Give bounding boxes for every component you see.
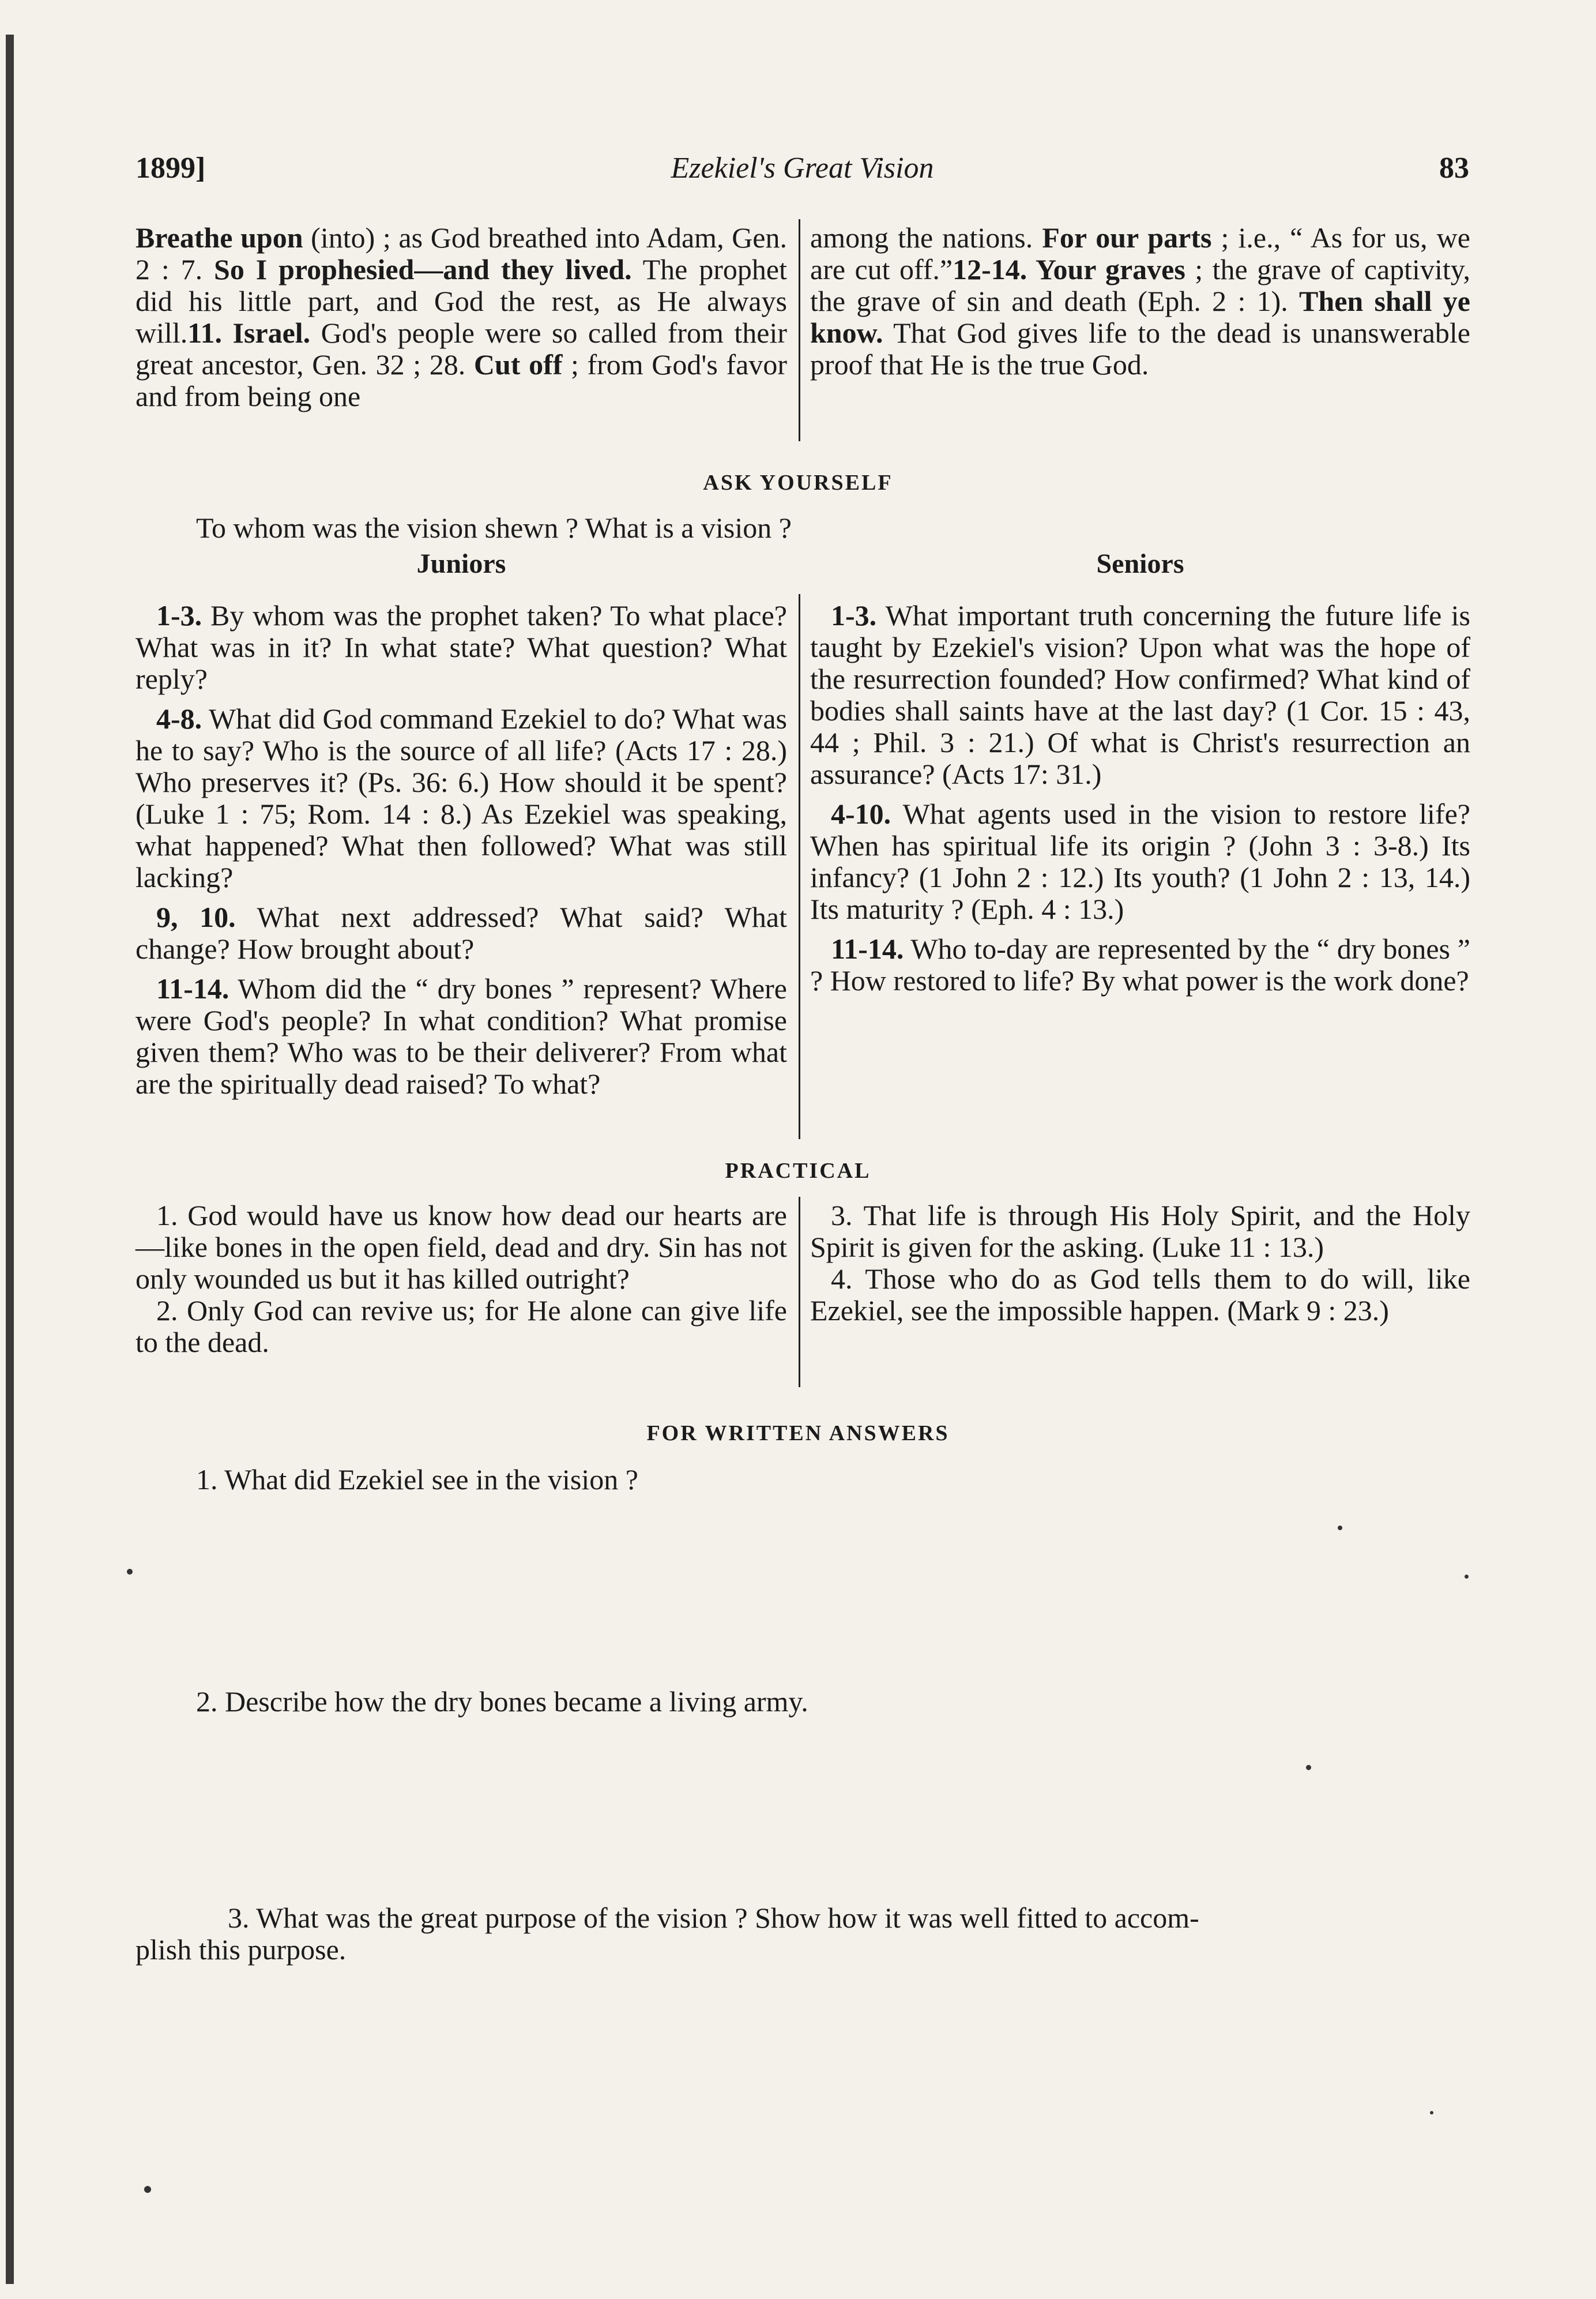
practical-heading: PRACTICAL: [725, 1159, 871, 1183]
note-paragraph-text: ; from God's favor and from being one: [135, 348, 787, 412]
seniors-questions: [810, 600, 1470, 1005]
practical-point: 4. Those who do as God tells them to do will, like Ezekiel, see the impossible happen. (Mark 9 : 23.): [810, 1263, 1470, 1327]
note-paragraph-bold: Breathe upon: [135, 221, 303, 254]
juniors-questions: [135, 600, 787, 1108]
scan-speck: [144, 2186, 151, 2193]
question-text: By whom was the prophet taken? To what place? What was in it? In what state? What question? What reply?: [135, 599, 787, 695]
scan-speck: [1465, 1575, 1469, 1579]
juniors-heading: Juniors: [416, 549, 506, 579]
question-paragraph: [135, 973, 787, 1100]
note-paragraph-text: God's people were so called from their great ancestor, Gen. 32 ; 28.: [135, 317, 787, 381]
written-answers-heading: FOR WRITTEN ANSWERS: [646, 1421, 950, 1445]
note-paragraph-text: ; i.e., “ As for us, we are cut off.”: [810, 221, 1470, 286]
verse-range: 4-10.: [831, 798, 891, 830]
question-paragraph: [810, 933, 1470, 997]
written-question-2: 2. Describe how the dry bones became a living army.: [196, 1685, 808, 1718]
question-text: What next addressed? What said? What change? How brought about?: [135, 901, 788, 965]
note-paragraph-text: ; the grave of captivity, the grave of sin and death (Eph. 2 : 1).: [810, 253, 1470, 317]
question-paragraph: [135, 901, 787, 965]
practical-right-column: [810, 1200, 1470, 1327]
written-question-3-line1: 3. What was the great purpose of the vision ? Show how it was well fitted to accom-: [228, 1902, 1199, 1934]
question-text: Who to-day are represented by the “ dry bones ” ? How restored to life? By what power is the work done?: [810, 933, 1470, 997]
question-paragraph: [810, 798, 1470, 925]
verse-range: 11-14.: [831, 933, 904, 965]
note-paragraph: [135, 222, 787, 412]
question-paragraph: [810, 600, 1470, 790]
verse-range: 9, 10.: [156, 901, 236, 933]
note-paragraph-text: The prophet did his little part, and God the rest, as He always will.: [135, 253, 787, 349]
header-year: 1899]: [135, 152, 206, 185]
ask-yourself-intro: To whom was the vision shewn ? What is a vision ?: [196, 512, 792, 544]
header-title: Ezekiel's Great Vision: [671, 152, 934, 185]
practical-left-column: [135, 1200, 787, 1358]
practical-point: 2. Only God can revive us; for He alone can give life to the dead.: [135, 1294, 787, 1358]
written-question-3-line2: plish this purpose.: [135, 1933, 347, 1966]
note-paragraph-text: That God gives life to the dead is unanswerable proof that He is the true God.: [810, 317, 1470, 381]
note-paragraph-text: (into) ; as God breathed into Adam, Gen. 2 : 7.: [135, 221, 788, 286]
note-paragraph-bold: 11. Israel.: [187, 317, 311, 349]
scan-speck: [127, 1569, 133, 1575]
notes-left-column: [135, 222, 787, 412]
column-rule-notes: [799, 219, 800, 441]
verse-range: 1-3.: [831, 599, 877, 632]
question-text: Whom did the “ dry bones ” represent? Where were God's people? In what condition? What promise given them? Who was to be their deliverer? From what are the spiritually dead raised? To what?: [135, 972, 787, 1100]
verse-range: 1-3.: [156, 599, 202, 632]
notes-right-column: [810, 222, 1470, 381]
question-paragraph: [135, 703, 787, 893]
running-header: [135, 151, 1469, 191]
column-rule-practical: [799, 1197, 800, 1387]
column-rule-ask: [799, 594, 800, 1139]
question-text: What important truth concerning the future life is taught by Ezekiel's vision? Upon what was the hope of the resurrection founded? How confirmed? What kind of bodies shall saints have at the last day? (1 Cor. 15 : 43, 44 ; Phil. 3 : 21.) Of what is Christ's resurrection an assurance? (Acts 17: 31.): [810, 599, 1470, 790]
note-paragraph-bold: 12-14. Your graves: [953, 253, 1185, 286]
verse-range: 11-14.: [156, 972, 229, 1005]
question-text: What did God command Ezekiel to do? What was he to say? Who is the source of all life? (Acts 17 : 28.) Who preserves it? (Ps. 36: 6.) How should it be spent? (Luke 1 : 75; Rom. 14 : 8.) As Ezekiel was speaking, what happened? What then followed? What was still lacking?: [135, 703, 787, 893]
note-paragraph-text: among the nations.: [810, 221, 1042, 254]
practical-point: 1. God would have us know how dead our hearts are—like bones in the open field, dead and dry. Sin has not only wounded us but it has killed outright?: [135, 1199, 787, 1295]
practical-point: 3. That life is through His Holy Spirit, and the Holy Spirit is given for the asking. (Luke 11 : 13.): [810, 1199, 1470, 1263]
header-page-number: 83: [1439, 152, 1469, 185]
question-text: What agents used in the vision to restore life? When has spiritual life its origin ? (John 3 : 3-8.) Its infancy? (1 John 2 : 12.) Its youth? (1 John 2 : 13, 14.) Its maturity ? (Eph. 4 : 13.): [810, 798, 1470, 925]
verse-range: 4-8.: [156, 703, 202, 735]
note-paragraph-bold: So I prophesied—and they lived.: [214, 253, 632, 286]
scan-speck: [1338, 1526, 1342, 1530]
written-question-1: 1. What did Ezekiel see in the vision ?: [196, 1463, 638, 1496]
scan-speck: [1306, 1765, 1311, 1770]
seniors-heading: Seniors: [1096, 549, 1184, 579]
note-paragraph-bold: Then shall ye know.: [810, 285, 1470, 349]
note-paragraph-bold: For our parts: [1042, 221, 1212, 254]
note-paragraph-bold: Cut off: [473, 348, 563, 381]
scan-speck: [1430, 2111, 1433, 2114]
note-paragraph: [810, 222, 1470, 381]
question-paragraph: [135, 600, 787, 695]
ask-yourself-heading: ASK YOURSELF: [703, 471, 893, 495]
